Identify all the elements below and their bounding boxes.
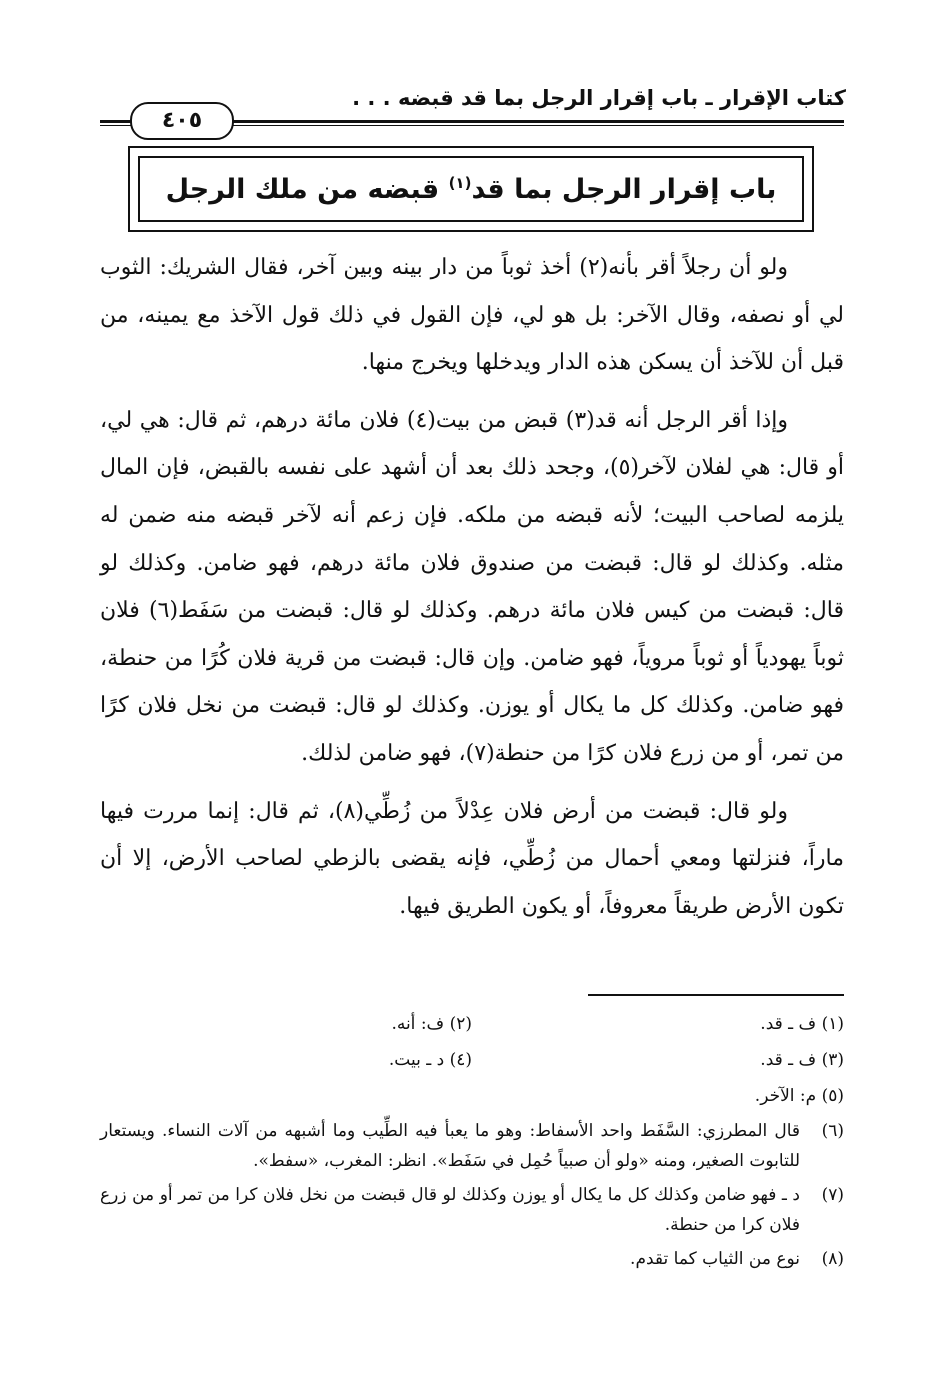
footnote-number: (٢) xyxy=(449,1014,472,1034)
footnote-1 xyxy=(472,1008,844,1040)
chapter-title-frame xyxy=(128,146,814,232)
footnote-7 xyxy=(100,1180,844,1240)
footnote-6 xyxy=(100,1116,844,1176)
body-text xyxy=(100,244,844,938)
footnote-number: (٤) xyxy=(449,1050,472,1070)
paragraph: ولو قال: قبضت من أرض فلان عِدْلاً من زُطِّي(٨)، ثم قال: إنما مررت فيها ماراً، فنزلتها ومعي أحمال من زُطِّي، فإنه يقضى بالزطي لصاحب الأرض، إلا أن تكون الأرض طريقاً معروفاً، أو يكون الطريق فيها. xyxy=(100,798,844,919)
footnote-number: (٨) xyxy=(821,1249,844,1269)
footnote-text: ف: أنه. xyxy=(391,1014,445,1034)
footnote-text: د ـ فهو ضامن وكذلك كل ما يكال أو يوزن وكذلك لو قال قبضت من نخل فلان كرا من تمر أو من زرع فلان كرا من حنطة. xyxy=(100,1185,800,1235)
footnote-number: (٧) xyxy=(821,1185,844,1205)
paragraph: وإذا أقر الرجل أنه قد(٣) قبض من بيت(٤) فلان مائة درهم، ثم قال: هي لي، أو قال: هي لفلان لآخر(٥)، وجحد ذلك بعد أن أشهد على نفسه بالقبض، فإن المال يلزمه لصاحب البيت؛ لأنه قبضه من ملكه. فإن زعم أنه لآخر قبضه منه ضمن له مثله. وكذلك لو قال: قبضت من صندوق فلان مائة درهم، فهو ضامن. وكذلك لو قال: قبضت من كيس فلان مائة درهم. وكذلك لو قال: قبضت من سَفَط(٦) فلان ثوباً يهودياً أو ثوباً مروياً، فهو ضامن. وإن قال: قبضت من قرية فلان كُرًا من حنطة، فهو ضامن. وكذلك كل ما يكال أو يوزن. وكذلك لو قال: قبضت من نخل فلان كرًا من تمر، أو من زرع فلان كرًا من حنطة(٧)، فهو ضامن لذلك. xyxy=(100,407,844,766)
page-number: ٤٠٥ xyxy=(130,102,234,140)
footnotes xyxy=(100,1008,844,1274)
footnote-text: د ـ بيت. xyxy=(388,1050,445,1070)
footnote-number: (٦) xyxy=(821,1121,844,1141)
footnote-3 xyxy=(472,1044,844,1076)
footnote-number: (٥) xyxy=(821,1086,844,1106)
footnote-5 xyxy=(472,1080,844,1112)
footnote-separator xyxy=(588,994,844,996)
footnote-text: م: الآخر. xyxy=(754,1086,817,1106)
chapter-title-footnote-ref: (١) xyxy=(448,173,472,192)
short-footnotes xyxy=(100,1008,844,1112)
footnote-text: ف ـ قد. xyxy=(760,1050,817,1070)
footnote-4 xyxy=(100,1044,472,1076)
chapter-title-inner-frame xyxy=(138,156,804,222)
running-header: كتاب الإقرار ـ باب إقرار الرجل بما قد قبضه . . . xyxy=(352,86,846,110)
chapter-title xyxy=(166,174,777,205)
footnote-text: نوع من الثياب كما تقدم. xyxy=(630,1249,800,1269)
chapter-title-part-2: قبضه من ملك الرجل xyxy=(165,173,449,205)
header-rule-area xyxy=(100,98,844,138)
chapter-title-part-1: باب إقرار الرجل بما قد xyxy=(471,173,777,205)
footnote-number: (١) xyxy=(821,1014,844,1034)
footnote-text: قال المطرزي: السَّفَط واحد الأسفاط: وهو ما يعبأ فيه الطِّيب وما أشبهه من آلات النساء. ويستعار للتابوت الصغير، ومنه «ولو أن صبياً حُمِل في سَفَط». انظر: المغرب، «سفط». xyxy=(100,1121,800,1171)
footnote-text: ف ـ قد. xyxy=(760,1014,817,1034)
footnote-number: (٣) xyxy=(821,1050,844,1070)
paragraph: ولو أن رجلاً أقر بأنه(٢) أخذ ثوباً من دار بينه وبين آخر، فقال الشريك: الثوب لي أو نصفه، وقال الآخر: بل هو لي، فإن القول في ذلك قول الآخذ مع يمينه، من قبل أن للآخذ أن يسكن هذه الدار ويدخلها ويخرج منها. xyxy=(100,255,844,376)
footnote-8 xyxy=(100,1244,844,1274)
footnote-2 xyxy=(100,1008,472,1040)
